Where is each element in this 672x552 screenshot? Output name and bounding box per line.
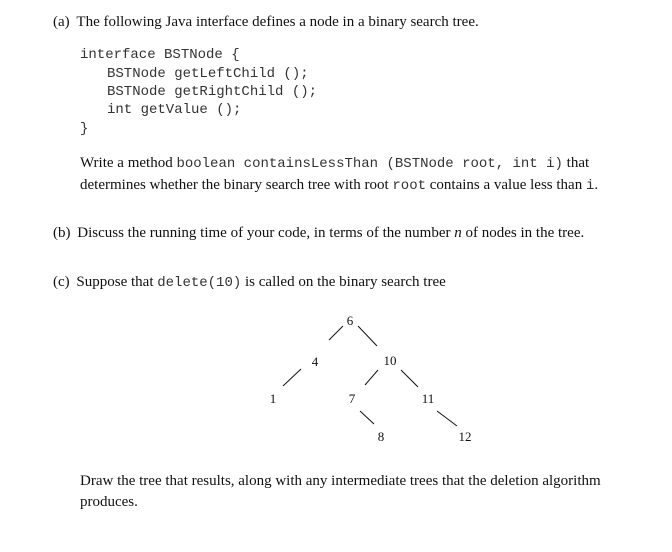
code-line-4: int getValue (); [107, 102, 242, 118]
edge-11-12 [437, 411, 457, 426]
code-line-5: } [80, 121, 89, 137]
part-c-instruction: Draw the tree that results, along with any intermediate trees that the deletion algorithm produces. [80, 473, 601, 510]
question-text-3: contains a value less than [426, 177, 586, 193]
method-signature: boolean containsLessThan (BSTNode root, int i) [176, 156, 563, 172]
code-line-1: interface BSTNode { [80, 47, 240, 63]
part-a-intro: The following Java interface defines a node in a binary search tree. [76, 14, 479, 30]
node-10: 10 [383, 353, 397, 368]
node-4: 4 [311, 354, 319, 369]
node-12: 12 [458, 429, 472, 444]
question-text-4: . [594, 177, 599, 193]
part-c-marker: (c) [53, 274, 70, 290]
question-text-1: Write a method [80, 155, 177, 171]
edge-10-11 [401, 370, 418, 387]
part-a-marker: (a) [53, 14, 70, 30]
node-1: 1 [269, 391, 277, 406]
edge-6-10 [358, 326, 377, 346]
question-text-2: that determines whether the binary search tree with root [80, 155, 590, 193]
code-line-2: BSTNode getLeftChild (); [107, 66, 309, 82]
part-b-text-1: Discuss the running time of your code, in terms of the number [77, 225, 455, 241]
node-8: 8 [377, 429, 385, 444]
i-code: i [585, 178, 595, 194]
part-c-text-1: Suppose that [76, 274, 158, 290]
edge-4-1 [283, 369, 301, 386]
edge-7-8 [360, 411, 374, 424]
code-line-3: BSTNode getRightChild (); [107, 84, 318, 100]
edge-6-4 [329, 326, 343, 340]
n-variable: n [454, 225, 462, 241]
root-code: root [392, 178, 426, 194]
part-b-text-2: of nodes in the tree. [461, 225, 585, 241]
delete-call-code: delete(10) [157, 275, 242, 291]
node-6: 6 [346, 313, 354, 328]
edge-10-7 [365, 370, 378, 385]
part-c-text-2: is called on the binary search tree [241, 274, 446, 290]
node-7: 7 [348, 391, 356, 406]
node-11: 11 [421, 391, 435, 406]
part-b-marker: (b) [53, 225, 71, 241]
